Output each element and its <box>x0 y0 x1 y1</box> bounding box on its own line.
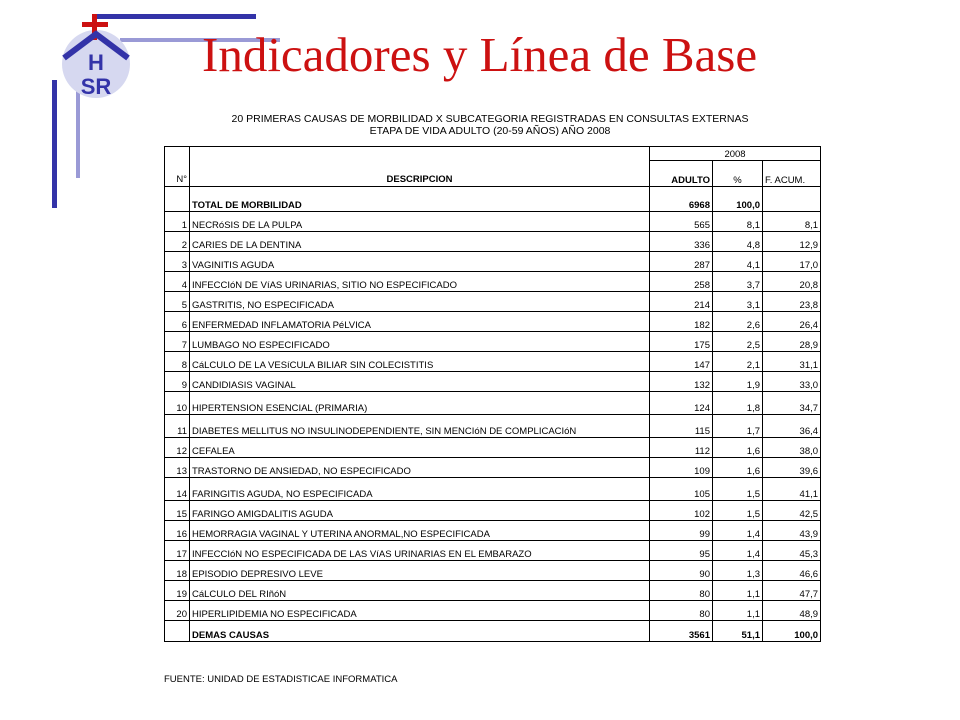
row-num: 12 <box>165 438 190 458</box>
row-num: 7 <box>165 332 190 352</box>
row-adulto: 112 <box>650 438 713 458</box>
table-row <box>165 541 821 561</box>
row-num: 6 <box>165 312 190 332</box>
row-facum: 39,6 <box>763 458 821 478</box>
row-desc: ENFERMEDAD INFLAMATORIA PéLVICA <box>190 312 650 332</box>
table-subtitle-line2: ETAPA DE VIDA ADULTO (20-59 AÑOS) AÑO 2008 <box>369 125 611 137</box>
row-facum: 12,9 <box>763 232 821 252</box>
row-desc: INFECCIóN DE VíAS URINARIAS, SITIO NO ESPECIFICADO <box>190 272 650 292</box>
row-facum: 38,0 <box>763 438 821 458</box>
row-desc: CEFALEA <box>190 438 650 458</box>
row-pct: 1,9 <box>713 372 763 392</box>
total-num <box>165 187 190 212</box>
row-pct: 3,7 <box>713 272 763 292</box>
table-row <box>165 212 821 232</box>
row-facum: 43,9 <box>763 521 821 541</box>
row-desc: VAGINITIS AGUDA <box>190 252 650 272</box>
row-pct: 4,1 <box>713 252 763 272</box>
row-desc: HEMORRAGIA VAGINAL Y UTERINA ANORMAL,NO ESPECIFICADA <box>190 521 650 541</box>
row-desc: FARINGITIS AGUDA, NO ESPECIFICADA <box>190 478 650 501</box>
row-pct: 2,5 <box>713 332 763 352</box>
row-facum: 17,0 <box>763 252 821 272</box>
row-num: 4 <box>165 272 190 292</box>
row-desc: INFECCIóN NO ESPECIFICADA DE LAS VíAS URINARIAS EN EL EMBARAZO <box>190 541 650 561</box>
logo-letters-bottom: SR <box>80 74 112 99</box>
source-footnote: FUENTE: UNIDAD DE ESTADISTICAE INFORMATICA <box>164 674 398 685</box>
row-adulto: 109 <box>650 458 713 478</box>
logo-letters-top: H <box>88 50 104 75</box>
row-desc: EPISODIO DEPRESIVO LEVE <box>190 561 650 581</box>
row-adulto: 214 <box>650 292 713 312</box>
row-pct: 1,5 <box>713 478 763 501</box>
row-facum: 47,7 <box>763 581 821 601</box>
row-facum: 28,9 <box>763 332 821 352</box>
table-row <box>165 292 821 312</box>
header-desc: DESCRIPCION <box>190 147 650 187</box>
row-facum: 26,4 <box>763 312 821 332</box>
row-pct: 1,7 <box>713 415 763 438</box>
tail-num <box>165 621 190 642</box>
row-pct: 3,1 <box>713 292 763 312</box>
header-facum: F. ACUM. <box>763 161 821 187</box>
table-row <box>165 372 821 392</box>
row-num: 5 <box>165 292 190 312</box>
row-num: 15 <box>165 501 190 521</box>
row-num: 3 <box>165 252 190 272</box>
row-desc: CARIES DE LA DENTINA <box>190 232 650 252</box>
row-pct: 1,6 <box>713 458 763 478</box>
row-desc: DIABETES MELLITUS NO INSULINODEPENDIENTE, SIN MENCIóN DE COMPLICACIóN <box>190 415 650 438</box>
row-desc: CANDIDIASIS VAGINAL <box>190 372 650 392</box>
table-row <box>165 332 821 352</box>
row-num: 14 <box>165 478 190 501</box>
row-num: 16 <box>165 521 190 541</box>
total-facum <box>763 187 821 212</box>
tail-facum: 100,0 <box>763 621 821 642</box>
row-facum: 48,9 <box>763 601 821 621</box>
table-row <box>165 521 821 541</box>
row-facum: 33,0 <box>763 372 821 392</box>
row-num: 20 <box>165 601 190 621</box>
tail-pct: 51,1 <box>713 621 763 642</box>
hospital-logo <box>58 14 134 100</box>
row-pct: 1,8 <box>713 392 763 415</box>
row-adulto: 175 <box>650 332 713 352</box>
table-row <box>165 312 821 332</box>
header-adulto: ADULTO <box>650 161 713 187</box>
logo-cross-horizontal <box>82 22 108 27</box>
table-row <box>165 272 821 292</box>
row-facum: 41,1 <box>763 478 821 501</box>
row-facum: 36,4 <box>763 415 821 438</box>
row-pct: 1,1 <box>713 581 763 601</box>
row-desc: CáLCULO DEL RIñóN <box>190 581 650 601</box>
table-row <box>165 501 821 521</box>
row-pct: 1,1 <box>713 601 763 621</box>
row-adulto: 287 <box>650 252 713 272</box>
row-num: 18 <box>165 561 190 581</box>
row-num: 8 <box>165 352 190 372</box>
row-adulto: 336 <box>650 232 713 252</box>
row-num: 1 <box>165 212 190 232</box>
row-adulto: 132 <box>650 372 713 392</box>
row-facum: 20,8 <box>763 272 821 292</box>
row-adulto: 102 <box>650 501 713 521</box>
row-desc: NECRóSIS DE LA PULPA <box>190 212 650 232</box>
table-row <box>165 458 821 478</box>
row-adulto: 80 <box>650 601 713 621</box>
row-num: 10 <box>165 392 190 415</box>
row-pct: 1,6 <box>713 438 763 458</box>
row-facum: 31,1 <box>763 352 821 372</box>
table-row <box>165 561 821 581</box>
table-row <box>165 601 821 621</box>
row-adulto: 565 <box>650 212 713 232</box>
tail-desc: DEMAS CAUSAS <box>190 621 650 642</box>
row-desc: HIPERTENSION ESENCIAL (PRIMARIA) <box>190 392 650 415</box>
row-adulto: 115 <box>650 415 713 438</box>
row-desc: TRASTORNO DE ANSIEDAD, NO ESPECIFICADO <box>190 458 650 478</box>
row-pct: 1,4 <box>713 521 763 541</box>
row-adulto: 258 <box>650 272 713 292</box>
table-total-row <box>165 187 821 212</box>
decorative-bar-left <box>52 80 57 208</box>
row-pct: 4,8 <box>713 232 763 252</box>
row-adulto: 147 <box>650 352 713 372</box>
row-adulto: 80 <box>650 581 713 601</box>
table-tail-row <box>165 621 821 642</box>
table-row <box>165 415 821 438</box>
row-facum: 46,6 <box>763 561 821 581</box>
row-num: 11 <box>165 415 190 438</box>
tail-adulto: 3561 <box>650 621 713 642</box>
row-facum: 34,7 <box>763 392 821 415</box>
row-pct: 1,4 <box>713 541 763 561</box>
row-num: 19 <box>165 581 190 601</box>
row-num: 13 <box>165 458 190 478</box>
row-adulto: 105 <box>650 478 713 501</box>
total-adulto: 6968 <box>650 187 713 212</box>
row-desc: HIPERLIPIDEMIA NO ESPECIFICADA <box>190 601 650 621</box>
row-adulto: 182 <box>650 312 713 332</box>
slide-title: Indicadores y Línea de Base <box>202 27 758 82</box>
header-year: 2008 <box>650 147 821 161</box>
total-pct: 100,0 <box>713 187 763 212</box>
table-year-row <box>165 147 821 161</box>
row-desc: LUMBAGO NO ESPECIFICADO <box>190 332 650 352</box>
row-facum: 45,3 <box>763 541 821 561</box>
row-adulto: 95 <box>650 541 713 561</box>
table-row <box>165 232 821 252</box>
row-desc: GASTRITIS, NO ESPECIFICADA <box>190 292 650 312</box>
row-facum: 42,5 <box>763 501 821 521</box>
table-row <box>165 581 821 601</box>
header-pct: % <box>713 161 763 187</box>
morbidity-table <box>164 146 821 642</box>
row-adulto: 99 <box>650 521 713 541</box>
table-row <box>165 252 821 272</box>
row-facum: 8,1 <box>763 212 821 232</box>
row-desc: FARINGO AMIGDALITIS AGUDA <box>190 501 650 521</box>
table-row <box>165 438 821 458</box>
table-row <box>165 392 821 415</box>
row-adulto: 124 <box>650 392 713 415</box>
row-pct: 8,1 <box>713 212 763 232</box>
row-facum: 23,8 <box>763 292 821 312</box>
row-adulto: 90 <box>650 561 713 581</box>
row-pct: 1,5 <box>713 501 763 521</box>
row-num: 2 <box>165 232 190 252</box>
row-pct: 1,3 <box>713 561 763 581</box>
header-num: N° <box>165 147 190 187</box>
table-row <box>165 352 821 372</box>
table-row <box>165 478 821 501</box>
row-pct: 2,6 <box>713 312 763 332</box>
table-subtitle-line1: 20 PRIMERAS CAUSAS DE MORBILIDAD X SUBCATEGORIA REGISTRADAS EN CONSULTAS EXTERNAS <box>231 113 749 125</box>
row-num: 17 <box>165 541 190 561</box>
total-desc: TOTAL DE MORBILIDAD <box>190 187 650 212</box>
row-pct: 2,1 <box>713 352 763 372</box>
row-desc: CáLCULO DE LA VESíCULA BILIAR SIN COLECISTITIS <box>190 352 650 372</box>
row-num: 9 <box>165 372 190 392</box>
